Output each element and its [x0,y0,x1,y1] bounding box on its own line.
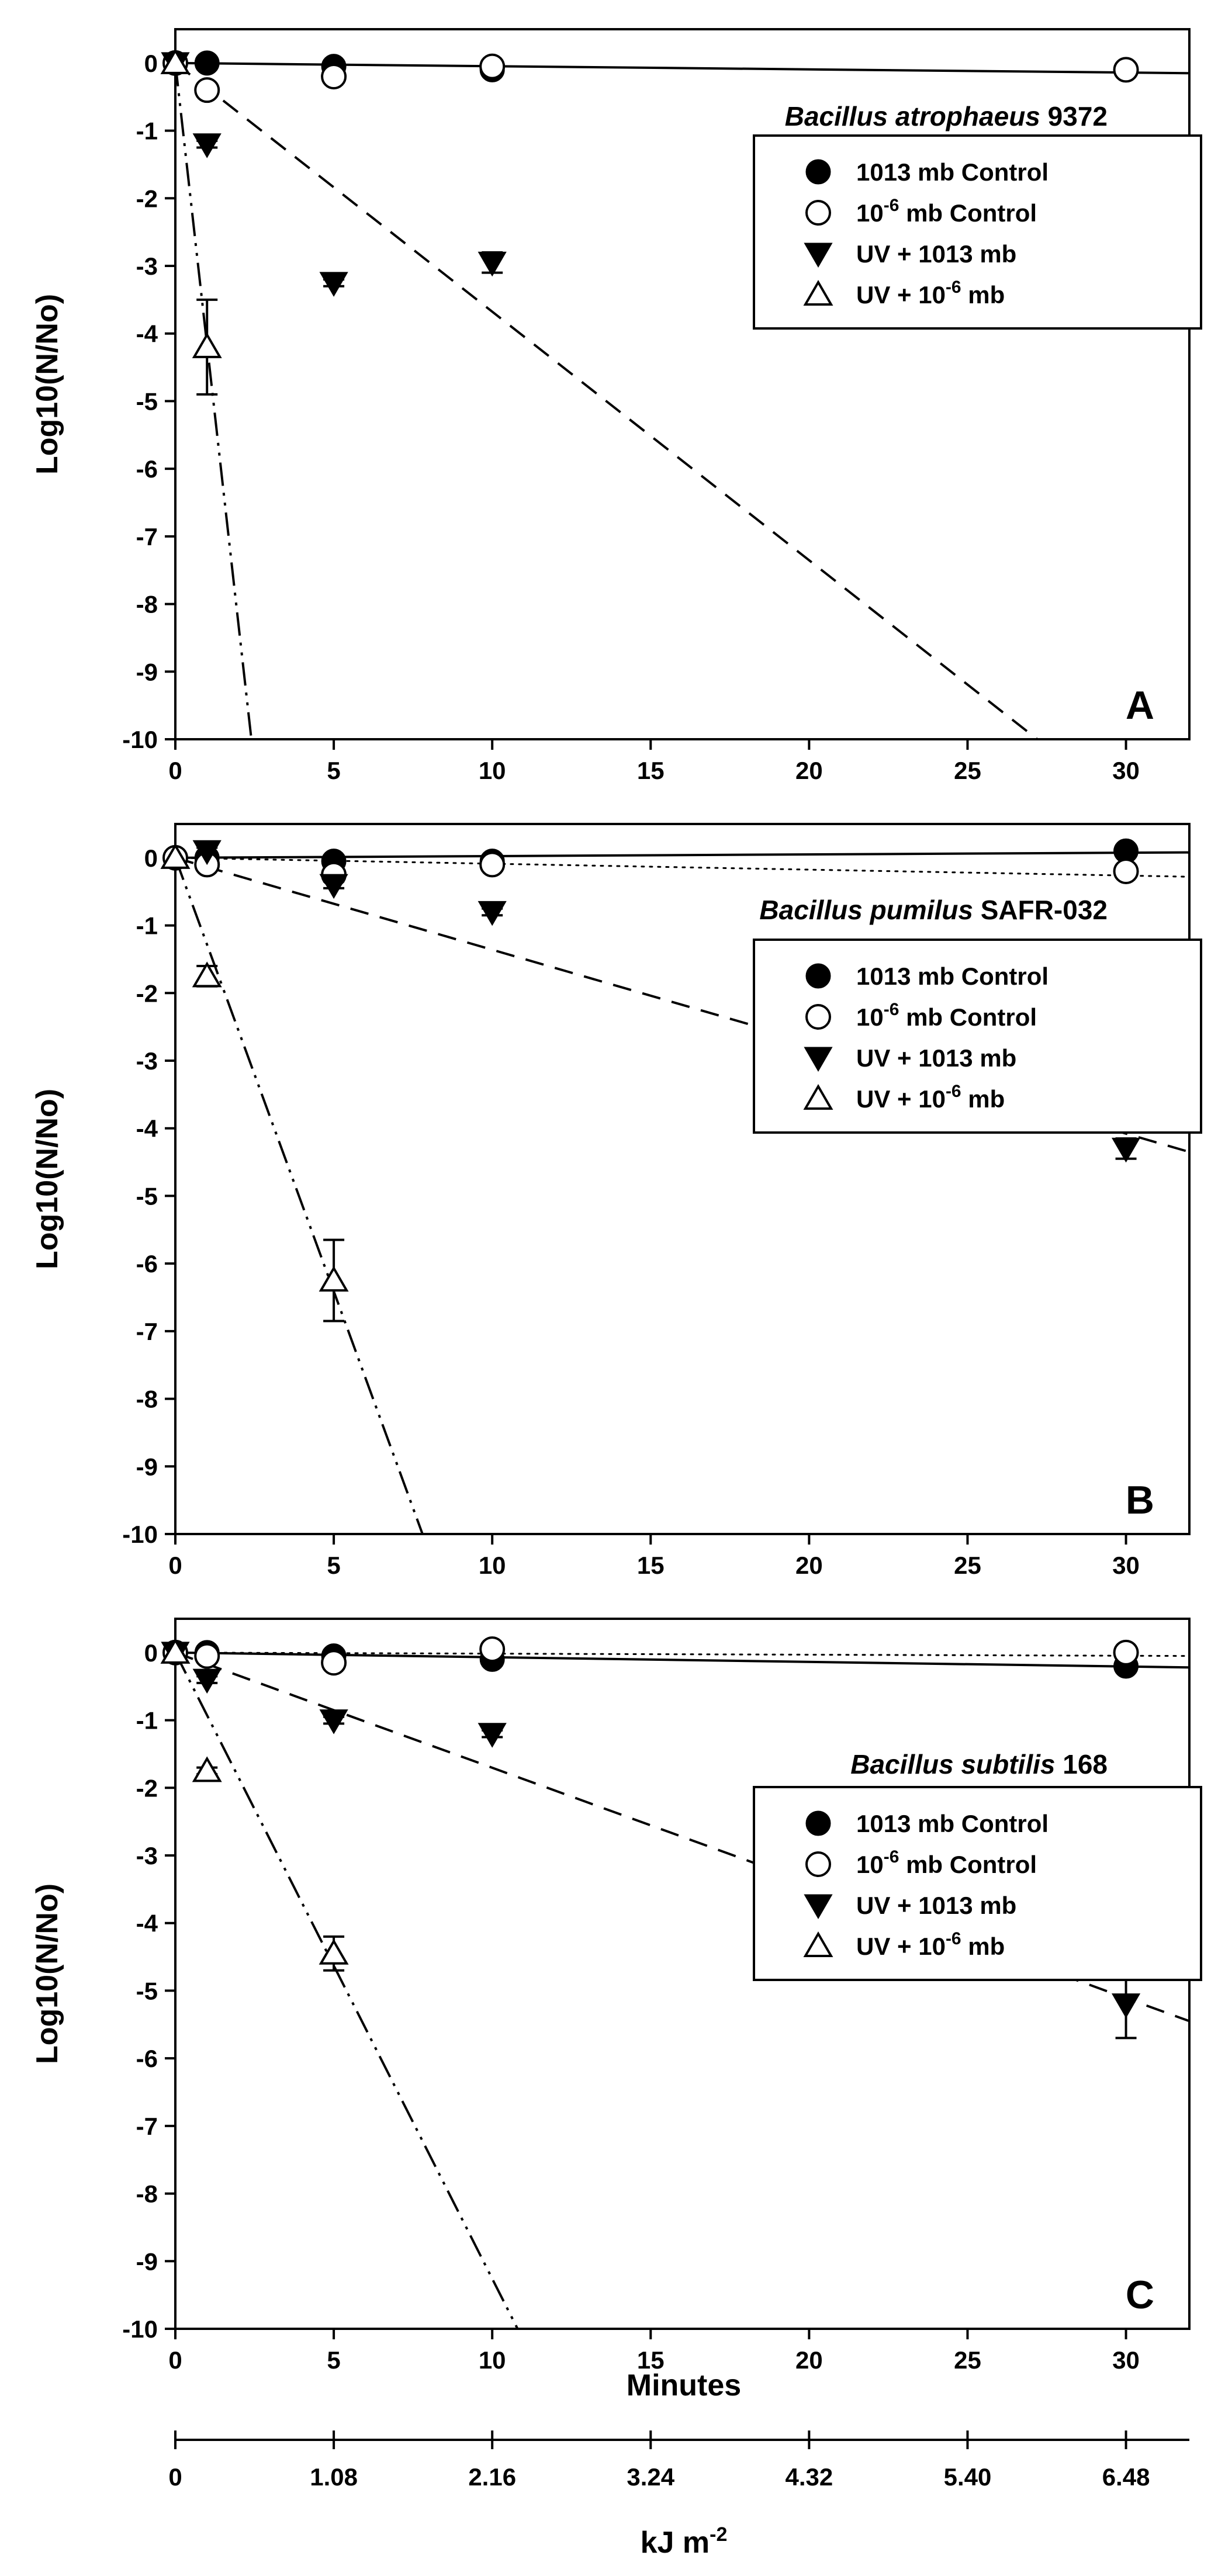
y-tick-label: -7 [136,522,158,550]
x-tick-label: 20 [795,757,823,784]
kj-tick-label: 6.48 [1102,2463,1150,2491]
legend-label: UV + $10^{-6}$ mb [856,1082,1005,1113]
x-tick-label: 10 [478,2346,506,2374]
y-tick-label: -10 [122,2315,158,2343]
y-tick-label: -3 [136,1047,158,1075]
legend-marker-open-circle [807,1853,830,1876]
data-point-open-circle [322,1651,345,1674]
y-tick-label: -3 [136,252,158,280]
y-axis-title: Log10(N/No) [30,293,64,475]
legend-marker-filled-circle [807,1812,830,1835]
panel-species-title: Bacillus subtilis 168 [850,1749,1108,1779]
kj-tick-label: 0 [168,2463,182,2491]
legend-label: UV + 1013 mb [856,1044,1017,1072]
x-tick-label: 20 [795,1552,823,1579]
x-tick-label: 10 [478,757,506,784]
legend-marker-open-circle [807,201,830,224]
y-tick-label: -8 [136,590,158,618]
y-tick-label: -5 [136,387,158,416]
y-axis-title: Log10(N/No) [30,1088,64,1270]
y-tick-label: 0 [144,844,158,872]
data-point-open-circle [195,1644,219,1668]
legend-marker-open-circle [807,1005,830,1029]
x-tick-label: 20 [795,2346,823,2374]
panel-letter: A [1125,683,1154,728]
kj-tick-label: 3.24 [627,2463,675,2491]
y-tick-label: -6 [136,2045,158,2073]
x-tick-label: 5 [327,757,341,784]
y-tick-label: -7 [136,2112,158,2140]
y-tick-label: -2 [136,185,158,213]
kj-tick-label: 5.40 [943,2463,992,2491]
x-tick-label: 5 [327,2346,341,2374]
panel-species-title: Bacillus pumilus SAFR-032 [759,895,1108,925]
y-tick-label: -1 [136,912,158,940]
panel-species-title: Bacillus atrophaeus 9372 [784,101,1108,131]
kj-tick-label: 4.32 [785,2463,833,2491]
x-tick-label: 15 [636,757,665,784]
y-tick-label: 0 [144,49,158,77]
panel-letter: C [1125,2273,1154,2317]
legend-label: $10^{-6}$ mb Control [856,196,1037,227]
panel-letter: B [1125,1478,1154,1522]
data-point-open-circle [1115,1641,1138,1664]
y-axis-title: Log10(N/No) [30,1883,64,2065]
kj-tick-label: 1.08 [310,2463,358,2491]
legend-label: UV + 1013 mb [856,1892,1017,1919]
y-tick-label: -3 [136,1842,158,1869]
legend-label: 1013 mb Control [856,158,1049,186]
legend-label: UV + $10^{-6}$ mb [856,278,1005,309]
minutes-axis-title-group [627,2369,741,2402]
y-tick-label: -7 [136,1317,158,1345]
x-tick-label: 25 [954,1552,981,1579]
y-tick-label: -2 [136,979,158,1007]
y-tick-label: -1 [136,117,158,145]
data-point-open-circle [195,78,219,102]
y-tick-label: -9 [136,2248,158,2276]
legend-label: UV + $10^{-6}$ mb [856,1929,1005,1960]
x-tick-label: 30 [1112,2346,1140,2374]
x-tick-label: 25 [954,2346,981,2374]
data-point-open-circle [1115,58,1138,81]
y-tick-label: -4 [136,1909,158,1937]
y-tick-label: -9 [136,658,158,686]
x-tick-label: 0 [168,757,182,784]
legend-label: $10^{-6}$ mb Control [856,1847,1037,1878]
y-tick-label: -8 [136,1385,158,1413]
y-tick-label: -1 [136,1706,158,1734]
kj-axis-title: kJ $m^{-2}$ [640,2523,728,2560]
y-tick-label: -4 [136,320,158,348]
legend [754,940,1201,1133]
data-point-open-circle [480,853,504,876]
legend-label: 1013 mb Control [856,962,1049,990]
legend-marker-filled-circle [807,160,830,183]
y-tick-label: -6 [136,1250,158,1278]
y-tick-label: -6 [136,455,158,483]
x-tick-label: 10 [478,1552,506,1579]
x-tick-label: 30 [1112,757,1140,784]
y-tick-label: -5 [136,1977,158,2005]
legend-label: $10^{-6}$ mb Control [856,1000,1037,1031]
data-point-filled-circle [195,51,219,75]
data-point-open-circle [480,55,504,78]
x-tick-label: 15 [636,2346,665,2374]
y-tick-label: -2 [136,1774,158,1802]
x-tick-label: 0 [168,2346,182,2374]
y-tick-label: -8 [136,2180,158,2208]
legend-label: 1013 mb Control [856,1810,1049,1837]
y-tick-label: -10 [122,726,158,753]
legend-marker-filled-circle [807,964,830,988]
legend [754,136,1201,328]
data-point-open-circle [1115,860,1138,883]
y-tick-label: 0 [144,1639,158,1667]
kj-tick-label: 2.16 [468,2463,517,2491]
legend-label: UV + 1013 mb [856,240,1017,268]
x-tick-label: 25 [954,757,981,784]
x-tick-label: 30 [1112,1552,1140,1579]
y-tick-label: -10 [122,1521,158,1548]
x-tick-label: 0 [168,1552,182,1579]
y-tick-label: -9 [136,1453,158,1481]
y-tick-label: -4 [136,1114,158,1142]
data-point-open-circle [322,65,345,88]
x-tick-label: 5 [327,1552,341,1579]
legend [754,1787,1201,1980]
data-point-open-circle [480,1637,504,1661]
x-tick-label: 15 [636,1552,665,1579]
minutes-axis-title: Minutes [626,2369,742,2402]
y-tick-label: -5 [136,1182,158,1210]
